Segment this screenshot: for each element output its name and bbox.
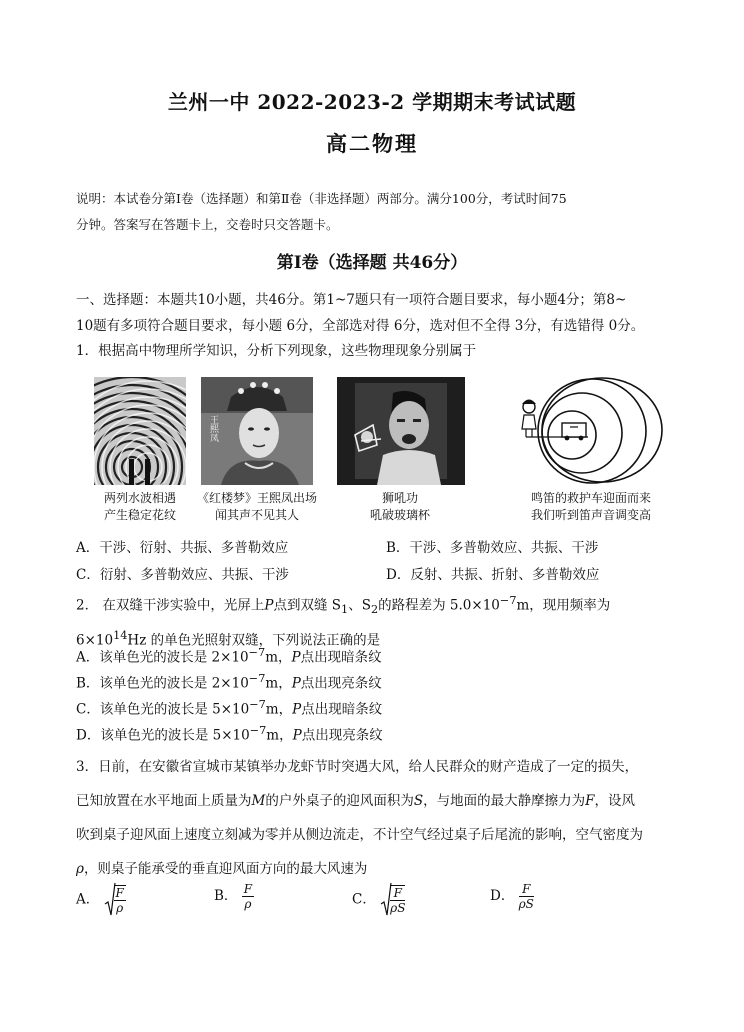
note-line-2: 分钟。答案写在答题卡上，交卷时只交答题卡。 [76,217,339,232]
q2-opt-unit: m， [266,727,293,744]
q2-text: 点到双缝 S [273,597,342,614]
caption-line: 闻其声不见其人 [214,508,299,522]
q2-text: 、S [348,597,371,614]
figure-4-caption [516,490,666,524]
q2-opt-tail: 点出现暗条纹 [300,649,382,666]
caption-line: 鸣笛的救护车迎面而来 [530,491,651,505]
exam-note [76,186,676,238]
q2-text: 2． 在双缝干涉实验中，光屏上 [76,597,265,614]
instructions-line-2: 10题有多项符合题目要求，每小题 6分，全部选对得 6分，选对但不全得 3分，有选错得 0分。 [76,318,645,334]
question-1-stem: 1．根据高中物理所学知识，分析下列现象，这些物理现象分别属于 [76,343,477,359]
q3-option-a [76,882,126,918]
caption-line: 《红楼梦》王熙凤出场 [196,491,317,505]
frac-numerator: F [243,882,253,896]
q2-text: 6×10 [76,632,114,649]
q3-line-1: 3．日前，在安徽省宣城市某镇举办龙虾节时突遇大风，给人民群众的财产造成了一定的损失， [76,759,639,775]
water-wave-interference-figure [94,377,186,485]
exam-subtitle: 高二物理 [326,131,418,156]
q2-text: Hz 的单色光照射双缝，下列说法正确的是 [127,632,381,649]
wang-xifeng-portrait-figure [201,377,313,485]
instructions-line-1: 一、选择题：本题共10小题，共46分。第1~7题只有一项符合题目要求，每小题4分；第8~ [76,292,627,308]
frac-denominator: ρ [116,901,124,915]
q2-sub: 1 [341,603,349,617]
figure-2-caption [186,490,328,524]
q2-text: 的路程差为 5.0×10 [378,597,500,614]
q3-opt-label: C． [352,891,376,908]
q2-var-p: P [264,597,274,614]
q3-text: 已知放置在水平地面上质量为 [76,793,252,809]
q3-line-4 [76,852,676,886]
caption-line: 两列水波相遇 [103,491,176,505]
q2-opt-label: A．该单色光的波长是 2×10 [76,649,249,666]
q3-option-d [490,882,534,911]
q3-text: ，与地面的最大静摩擦力为 [423,793,586,809]
q3-option-c [352,882,405,918]
frac-numerator: F [115,886,124,900]
q2-option-d [76,718,676,749]
q2-opt-p: P [291,675,301,692]
q2-opt-exp: −7 [249,698,266,711]
q2-opt-p: P [291,649,301,666]
q3-opt-label: A． [76,891,100,908]
q2-opt-unit: m， [265,675,292,692]
q2-opt-label: D．该单色光的波长是 5×10 [76,727,250,744]
caption-line: 产生稳定花纹 [103,508,176,522]
q2-opt-unit: m， [265,649,292,666]
q2-exp: 14 [113,629,128,643]
q2-opt-exp: −7 [248,646,266,659]
q3-fraction [519,882,534,911]
q3-option-b [214,882,254,911]
q3-var-m: M [251,793,266,809]
q3-line-3: 吹到桌子迎风面上速度立刻减为零并从侧边流走，不计空气经过桌子后尾流的影响，空气密度为 [76,827,643,843]
q2-opt-unit: m， [265,701,293,718]
section-instructions [76,287,676,339]
q3-opt-label: B． [214,888,238,904]
q2-opt-tail: 点出现亮条纹 [301,727,383,744]
q2-opt-tail: 点出现亮条纹 [300,675,382,692]
q2-opt-exp: −7 [249,724,267,737]
q3-text: 的户外桌子的迎风面积为 [265,793,414,809]
q2-opt-p: P [292,727,302,744]
q3-fraction [390,885,405,915]
caption-line: 吼破玻璃杯 [369,508,430,522]
q2-opt-p: P [292,701,302,718]
q3-text: ，则桌子能承受的垂直迎风面方向的最大风速为 [83,861,368,877]
q3-opt-label: D． [490,888,515,904]
q2-exp: −7 [499,594,517,607]
note-line-1: 说明：本试卷分第Ⅰ卷（选择题）和第Ⅱ卷（非选择题）两部分。满分100分，考试时间75 [76,191,567,206]
q2-sub: 2 [370,603,379,617]
q3-var-f: F [585,793,595,809]
q1-option-c: C．衍射、多普勒效应、共振、干涉 [76,567,289,583]
lion-roar-glass-figure [337,377,465,485]
q3-var-s: S [413,793,424,809]
q3-text: ，设风 [594,793,635,809]
exam-title: 兰州一中 2022-2023-2 学期期末考试试题 [167,90,577,114]
frac-denominator: ρS [390,901,406,915]
q2-opt-tail: 点出现暗条纹 [301,701,383,718]
frac-numerator: F [519,882,534,897]
q2-opt-exp: −7 [248,672,266,685]
q3-fraction [242,882,254,911]
caption-line: 狮吼功 [381,491,418,505]
frac-numerator: F [390,886,405,901]
q2-text: m，现用频率为 [516,597,611,614]
q3-var-rho: ρ [76,861,84,877]
frac-denominator: ρ [244,897,252,911]
q1-option-a: A．干涉、衍射、共振、多普勒效应 [76,540,289,556]
figure-1-caption [90,490,190,524]
section-title: 第Ⅰ卷（选择题 共46分） [276,253,468,273]
q1-option-b: B．干涉、多普勒效应、共振、干涉 [386,540,599,556]
frac-denominator: ρS [518,897,534,911]
q2-opt-label: B．该单色光的波长是 2×10 [76,675,249,692]
fig2-side-text: 王熙凤 [208,415,218,442]
q1-option-d: D．反射、共振、折射、多普勒效应 [386,567,600,583]
question-3-stem [76,750,676,886]
q3-line-2 [76,784,676,818]
ambulance-doppler-figure [516,377,664,489]
figure-3-caption [350,490,450,524]
q3-fraction [114,885,126,915]
q2-opt-label: C．该单色光的波长是 5×10 [76,701,250,718]
caption-line: 我们听到笛声音调变高 [530,508,651,522]
